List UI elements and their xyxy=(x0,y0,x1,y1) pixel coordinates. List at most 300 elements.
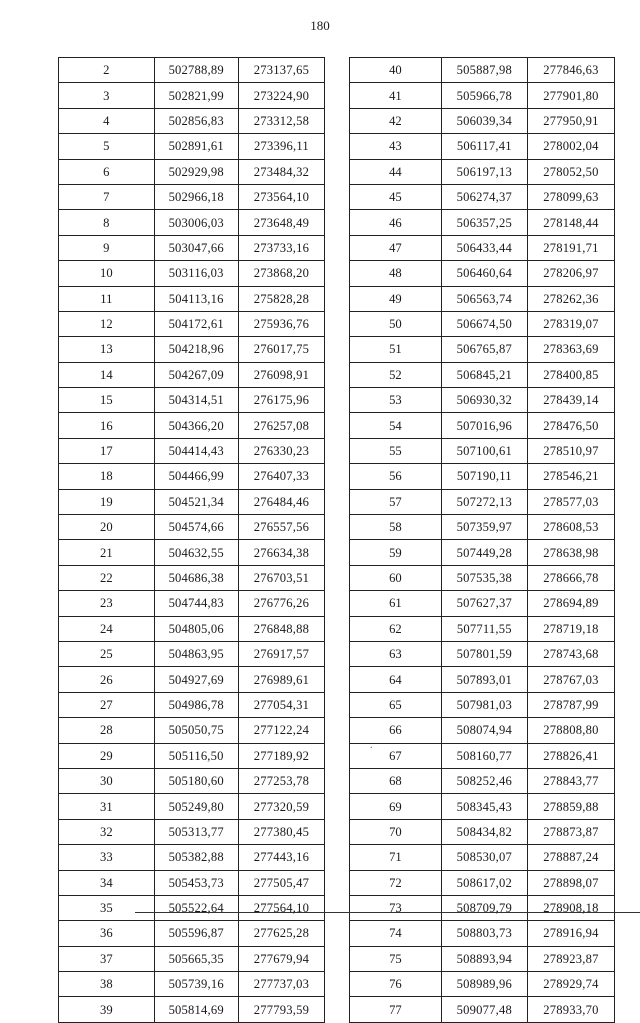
point-number-cell: 55 xyxy=(350,438,442,463)
point-number-cell: 20 xyxy=(59,515,155,540)
point-number-cell: 50 xyxy=(350,311,442,336)
x-coordinate-cell: 502788,89 xyxy=(154,58,238,83)
x-coordinate-cell: 502891,61 xyxy=(154,134,238,159)
table-row xyxy=(350,616,615,641)
x-coordinate-cell: 506433,44 xyxy=(441,235,527,260)
table-row xyxy=(59,438,325,463)
y-coordinate-cell: 278319,07 xyxy=(527,311,614,336)
point-number-cell: 4 xyxy=(59,108,155,133)
x-coordinate-cell: 502821,99 xyxy=(154,83,238,108)
point-number-cell: 69 xyxy=(350,794,442,819)
y-coordinate-cell: 277950,91 xyxy=(527,108,614,133)
table-row xyxy=(59,692,325,717)
table-row xyxy=(59,743,325,768)
table-row xyxy=(350,946,615,971)
point-number-cell: 31 xyxy=(59,794,155,819)
x-coordinate-cell: 508434,82 xyxy=(441,819,527,844)
table-row xyxy=(350,58,615,83)
x-coordinate-cell: 504267,09 xyxy=(154,362,238,387)
table-row xyxy=(59,921,325,946)
point-number-cell: 10 xyxy=(59,261,155,286)
table-row xyxy=(350,413,615,438)
table-row xyxy=(350,184,615,209)
table-row xyxy=(350,464,615,489)
y-coordinate-cell: 278206,97 xyxy=(527,261,614,286)
table-row xyxy=(59,895,325,920)
table-row xyxy=(59,870,325,895)
x-coordinate-cell: 505966,78 xyxy=(441,83,527,108)
table-row xyxy=(350,235,615,260)
x-coordinate-cell: 505313,77 xyxy=(154,819,238,844)
x-coordinate-cell: 507100,61 xyxy=(441,438,527,463)
y-coordinate-cell: 273137,65 xyxy=(238,58,324,83)
y-coordinate-cell: 278843,77 xyxy=(527,768,614,793)
point-number-cell: 70 xyxy=(350,819,442,844)
x-coordinate-cell: 505249,80 xyxy=(154,794,238,819)
point-number-cell: 13 xyxy=(59,337,155,362)
point-number-cell: 77 xyxy=(350,997,442,1022)
table-row xyxy=(350,794,615,819)
point-number-cell: 62 xyxy=(350,616,442,641)
table-row xyxy=(59,540,325,565)
x-coordinate-cell: 505382,88 xyxy=(154,845,238,870)
point-number-cell: 11 xyxy=(59,286,155,311)
y-coordinate-cell: 278808,80 xyxy=(527,718,614,743)
x-coordinate-cell: 504414,43 xyxy=(154,438,238,463)
x-coordinate-cell: 508709,79 xyxy=(441,895,527,920)
x-coordinate-cell: 507535,38 xyxy=(441,565,527,590)
point-number-cell: 22 xyxy=(59,565,155,590)
x-coordinate-cell: 504686,38 xyxy=(154,565,238,590)
x-coordinate-cell: 506930,32 xyxy=(441,388,527,413)
y-coordinate-cell: 275828,28 xyxy=(238,286,324,311)
footer-rule xyxy=(135,912,640,913)
table-row xyxy=(59,972,325,997)
x-coordinate-cell: 505739,16 xyxy=(154,972,238,997)
y-coordinate-cell: 277443,16 xyxy=(238,845,324,870)
x-coordinate-cell: 508345,43 xyxy=(441,794,527,819)
point-number-cell: 53 xyxy=(350,388,442,413)
x-coordinate-cell: 509077,48 xyxy=(441,997,527,1022)
point-number-cell: 60 xyxy=(350,565,442,590)
y-coordinate-cell: 276330,23 xyxy=(238,438,324,463)
table-row xyxy=(350,311,615,336)
x-coordinate-cell: 504744,83 xyxy=(154,591,238,616)
table-row xyxy=(350,718,615,743)
point-number-cell: 5 xyxy=(59,134,155,159)
x-coordinate-cell: 504466,99 xyxy=(154,464,238,489)
point-number-cell: 68 xyxy=(350,768,442,793)
table-row xyxy=(350,261,615,286)
x-coordinate-cell: 502856,83 xyxy=(154,108,238,133)
table-row xyxy=(350,921,615,946)
y-coordinate-cell: 273733,16 xyxy=(238,235,324,260)
y-coordinate-cell: 276989,61 xyxy=(238,667,324,692)
y-coordinate-cell: 273868,20 xyxy=(238,261,324,286)
y-coordinate-cell: 277054,31 xyxy=(238,692,324,717)
y-coordinate-cell: 278887,24 xyxy=(527,845,614,870)
x-coordinate-cell: 505596,87 xyxy=(154,921,238,946)
point-number-cell: 14 xyxy=(59,362,155,387)
point-number-cell: 30 xyxy=(59,768,155,793)
x-coordinate-cell: 504113,16 xyxy=(154,286,238,311)
point-number-cell: 71 xyxy=(350,845,442,870)
table-row xyxy=(350,210,615,235)
y-coordinate-cell: 273312,58 xyxy=(238,108,324,133)
point-number-cell: 23 xyxy=(59,591,155,616)
point-number-cell: 2 xyxy=(59,58,155,83)
point-number-cell: 40 xyxy=(350,58,442,83)
table-row xyxy=(59,83,325,108)
point-number-cell: 76 xyxy=(350,972,442,997)
point-number-cell: 54 xyxy=(350,413,442,438)
table-row xyxy=(350,591,615,616)
x-coordinate-cell: 508803,73 xyxy=(441,921,527,946)
x-coordinate-cell: 505116,50 xyxy=(154,743,238,768)
x-coordinate-cell: 506674,50 xyxy=(441,311,527,336)
table-row xyxy=(59,819,325,844)
x-coordinate-cell: 504218,96 xyxy=(154,337,238,362)
y-coordinate-cell: 276917,57 xyxy=(238,641,324,666)
point-number-cell: 56 xyxy=(350,464,442,489)
point-number-cell: 64 xyxy=(350,667,442,692)
coordinates-table-right-body xyxy=(350,58,615,1023)
table-row xyxy=(59,337,325,362)
point-number-cell: 3 xyxy=(59,83,155,108)
point-number-cell: 28 xyxy=(59,718,155,743)
y-coordinate-cell: 277505,47 xyxy=(238,870,324,895)
y-coordinate-cell: 278638,98 xyxy=(527,540,614,565)
table-row xyxy=(59,464,325,489)
y-coordinate-cell: 276557,56 xyxy=(238,515,324,540)
x-coordinate-cell: 506563,74 xyxy=(441,286,527,311)
table-row xyxy=(350,540,615,565)
y-coordinate-cell: 278002,04 xyxy=(527,134,614,159)
x-coordinate-cell: 506197,13 xyxy=(441,159,527,184)
table-row xyxy=(350,489,615,514)
y-coordinate-cell: 277564,10 xyxy=(238,895,324,920)
table-row xyxy=(59,794,325,819)
point-number-cell: 15 xyxy=(59,388,155,413)
table-row xyxy=(59,515,325,540)
point-number-cell: 57 xyxy=(350,489,442,514)
table-row xyxy=(350,108,615,133)
y-coordinate-cell: 278262,36 xyxy=(527,286,614,311)
x-coordinate-cell: 508074,94 xyxy=(441,718,527,743)
y-coordinate-cell: 278546,21 xyxy=(527,464,614,489)
y-coordinate-cell: 277901,80 xyxy=(527,83,614,108)
y-coordinate-cell: 278929,74 xyxy=(527,972,614,997)
x-coordinate-cell: 508893,94 xyxy=(441,946,527,971)
x-coordinate-cell: 507711,55 xyxy=(441,616,527,641)
y-coordinate-cell: 278859,88 xyxy=(527,794,614,819)
x-coordinate-cell: 502929,98 xyxy=(154,159,238,184)
point-number-cell: 21 xyxy=(59,540,155,565)
x-coordinate-cell: 504805,06 xyxy=(154,616,238,641)
point-number-cell: 51 xyxy=(350,337,442,362)
table-row xyxy=(350,845,615,870)
x-coordinate-cell: 504986,78 xyxy=(154,692,238,717)
x-coordinate-cell: 504172,61 xyxy=(154,311,238,336)
y-coordinate-cell: 278099,63 xyxy=(527,184,614,209)
x-coordinate-cell: 505814,69 xyxy=(154,997,238,1022)
table-row xyxy=(350,362,615,387)
x-coordinate-cell: 504632,55 xyxy=(154,540,238,565)
x-coordinate-cell: 505180,60 xyxy=(154,768,238,793)
x-coordinate-cell: 504574,66 xyxy=(154,515,238,540)
y-coordinate-cell: 278148,44 xyxy=(527,210,614,235)
x-coordinate-cell: 503006,03 xyxy=(154,210,238,235)
coordinates-table-left-body xyxy=(59,58,325,1023)
y-coordinate-cell: 277846,63 xyxy=(527,58,614,83)
x-coordinate-cell: 507359,97 xyxy=(441,515,527,540)
point-number-cell: 9 xyxy=(59,235,155,260)
table-row xyxy=(59,362,325,387)
table-row xyxy=(350,388,615,413)
x-coordinate-cell: 508252,46 xyxy=(441,768,527,793)
point-number-cell: 6 xyxy=(59,159,155,184)
y-coordinate-cell: 277737,03 xyxy=(238,972,324,997)
table-row xyxy=(350,159,615,184)
table-row xyxy=(350,438,615,463)
point-number-cell: 12 xyxy=(59,311,155,336)
table-row xyxy=(350,870,615,895)
y-coordinate-cell: 277793,59 xyxy=(238,997,324,1022)
point-number-cell: 42 xyxy=(350,108,442,133)
y-coordinate-cell: 276776,26 xyxy=(238,591,324,616)
table-row xyxy=(59,58,325,83)
x-coordinate-cell: 505522,64 xyxy=(154,895,238,920)
page-number: 180 xyxy=(310,18,330,33)
y-coordinate-cell: 278608,53 xyxy=(527,515,614,540)
y-coordinate-cell: 278908,18 xyxy=(527,895,614,920)
table-row xyxy=(59,134,325,159)
point-number-cell: 34 xyxy=(59,870,155,895)
point-number-cell: 29 xyxy=(59,743,155,768)
x-coordinate-cell: 504863,95 xyxy=(154,641,238,666)
table-row xyxy=(59,261,325,286)
x-coordinate-cell: 504366,20 xyxy=(154,413,238,438)
table-row xyxy=(59,210,325,235)
table-row xyxy=(350,768,615,793)
point-number-cell: 47 xyxy=(350,235,442,260)
y-coordinate-cell: 278363,69 xyxy=(527,337,614,362)
table-row xyxy=(59,311,325,336)
table-row xyxy=(350,641,615,666)
point-number-cell: 45 xyxy=(350,184,442,209)
x-coordinate-cell: 507190,11 xyxy=(441,464,527,489)
table-row xyxy=(59,108,325,133)
point-number-cell: 36 xyxy=(59,921,155,946)
table-row xyxy=(350,286,615,311)
point-number-cell: 43 xyxy=(350,134,442,159)
y-coordinate-cell: 278510,97 xyxy=(527,438,614,463)
y-coordinate-cell: 278743,68 xyxy=(527,641,614,666)
table-row xyxy=(59,184,325,209)
x-coordinate-cell: 502966,18 xyxy=(154,184,238,209)
point-number-cell: 25 xyxy=(59,641,155,666)
x-coordinate-cell: 508989,96 xyxy=(441,972,527,997)
y-coordinate-cell: 277253,78 xyxy=(238,768,324,793)
table-row xyxy=(350,565,615,590)
table-row xyxy=(59,565,325,590)
y-coordinate-cell: 273484,32 xyxy=(238,159,324,184)
y-coordinate-cell: 278052,50 xyxy=(527,159,614,184)
y-coordinate-cell: 278787,99 xyxy=(527,692,614,717)
point-number-cell: 65 xyxy=(350,692,442,717)
x-coordinate-cell: 505887,98 xyxy=(441,58,527,83)
point-number-cell: 19 xyxy=(59,489,155,514)
x-coordinate-cell: 504521,34 xyxy=(154,489,238,514)
y-coordinate-cell: 278898,07 xyxy=(527,870,614,895)
point-number-cell: 7 xyxy=(59,184,155,209)
x-coordinate-cell: 506460,64 xyxy=(441,261,527,286)
point-number-cell: 74 xyxy=(350,921,442,946)
point-number-cell: 49 xyxy=(350,286,442,311)
y-coordinate-cell: 276703,51 xyxy=(238,565,324,590)
y-coordinate-cell: 277679,94 xyxy=(238,946,324,971)
point-number-cell: 48 xyxy=(350,261,442,286)
x-coordinate-cell: 508160,77 xyxy=(441,743,527,768)
y-coordinate-cell: 278873,87 xyxy=(527,819,614,844)
y-coordinate-cell: 277189,92 xyxy=(238,743,324,768)
point-number-cell: 26 xyxy=(59,667,155,692)
point-number-cell: 24 xyxy=(59,616,155,641)
table-row xyxy=(59,591,325,616)
x-coordinate-cell: 505453,73 xyxy=(154,870,238,895)
x-coordinate-cell: 507893,01 xyxy=(441,667,527,692)
y-coordinate-cell: 278767,03 xyxy=(527,667,614,692)
table-row xyxy=(59,641,325,666)
point-number-cell: 59 xyxy=(350,540,442,565)
y-coordinate-cell: 276848,88 xyxy=(238,616,324,641)
table-row xyxy=(350,83,615,108)
y-coordinate-cell: 278933,70 xyxy=(527,997,614,1022)
y-coordinate-cell: 275936,76 xyxy=(238,311,324,336)
point-number-cell: 58 xyxy=(350,515,442,540)
y-coordinate-cell: 278577,03 xyxy=(527,489,614,514)
point-number-cell: 8 xyxy=(59,210,155,235)
table-row xyxy=(59,997,325,1022)
table-row xyxy=(59,616,325,641)
table-row xyxy=(350,972,615,997)
y-coordinate-cell: 278666,78 xyxy=(527,565,614,590)
x-coordinate-cell: 503116,03 xyxy=(154,261,238,286)
y-coordinate-cell: 276484,46 xyxy=(238,489,324,514)
x-coordinate-cell: 505665,35 xyxy=(154,946,238,971)
table-row xyxy=(59,159,325,184)
x-coordinate-cell: 507016,96 xyxy=(441,413,527,438)
x-coordinate-cell: 507801,59 xyxy=(441,641,527,666)
point-number-cell: 33 xyxy=(59,845,155,870)
point-number-cell: 39 xyxy=(59,997,155,1022)
table-row xyxy=(59,845,325,870)
table-row xyxy=(59,235,325,260)
x-coordinate-cell: 507627,37 xyxy=(441,591,527,616)
x-coordinate-cell: 508617,02 xyxy=(441,870,527,895)
table-row xyxy=(350,819,615,844)
point-number-cell: 35 xyxy=(59,895,155,920)
point-number-cell: 41 xyxy=(350,83,442,108)
y-coordinate-cell: 276634,38 xyxy=(238,540,324,565)
coordinates-table-right xyxy=(349,57,615,1023)
y-coordinate-cell: 276407,33 xyxy=(238,464,324,489)
y-coordinate-cell: 278400,85 xyxy=(527,362,614,387)
x-coordinate-cell: 506117,41 xyxy=(441,134,527,159)
table-row xyxy=(59,946,325,971)
y-coordinate-cell: 273648,49 xyxy=(238,210,324,235)
table-row xyxy=(59,286,325,311)
x-coordinate-cell: 503047,66 xyxy=(154,235,238,260)
point-number-cell: 72 xyxy=(350,870,442,895)
x-coordinate-cell: 504927,69 xyxy=(154,667,238,692)
table-row xyxy=(59,718,325,743)
stray-dot-mark: . xyxy=(370,740,373,751)
y-coordinate-cell: 273396,11 xyxy=(238,134,324,159)
table-row xyxy=(350,337,615,362)
y-coordinate-cell: 277320,59 xyxy=(238,794,324,819)
point-number-cell: 16 xyxy=(59,413,155,438)
point-number-cell: 66 xyxy=(350,718,442,743)
y-coordinate-cell: 277625,28 xyxy=(238,921,324,946)
table-row xyxy=(350,743,615,768)
y-coordinate-cell: 278476,50 xyxy=(527,413,614,438)
y-coordinate-cell: 278439,14 xyxy=(527,388,614,413)
y-coordinate-cell: 278826,41 xyxy=(527,743,614,768)
x-coordinate-cell: 508530,07 xyxy=(441,845,527,870)
y-coordinate-cell: 273224,90 xyxy=(238,83,324,108)
y-coordinate-cell: 278191,71 xyxy=(527,235,614,260)
coordinates-table-left xyxy=(58,57,325,1023)
point-number-cell: 44 xyxy=(350,159,442,184)
x-coordinate-cell: 505050,75 xyxy=(154,718,238,743)
table-row xyxy=(59,489,325,514)
y-coordinate-cell: 278916,94 xyxy=(527,921,614,946)
point-number-cell: 52 xyxy=(350,362,442,387)
y-coordinate-cell: 277380,45 xyxy=(238,819,324,844)
point-number-cell: 73 xyxy=(350,895,442,920)
point-number-cell: 46 xyxy=(350,210,442,235)
point-number-cell: 32 xyxy=(59,819,155,844)
y-coordinate-cell: 278923,87 xyxy=(527,946,614,971)
y-coordinate-cell: 276017,75 xyxy=(238,337,324,362)
table-row xyxy=(350,515,615,540)
point-number-cell: 38 xyxy=(59,972,155,997)
x-coordinate-cell: 506765,87 xyxy=(441,337,527,362)
table-row xyxy=(350,895,615,920)
x-coordinate-cell: 506845,21 xyxy=(441,362,527,387)
x-coordinate-cell: 506039,34 xyxy=(441,108,527,133)
x-coordinate-cell: 507981,03 xyxy=(441,692,527,717)
x-coordinate-cell: 506357,25 xyxy=(441,210,527,235)
point-number-cell: 37 xyxy=(59,946,155,971)
y-coordinate-cell: 276175,96 xyxy=(238,388,324,413)
point-number-cell: 27 xyxy=(59,692,155,717)
x-coordinate-cell: 507449,28 xyxy=(441,540,527,565)
y-coordinate-cell: 276098,91 xyxy=(238,362,324,387)
x-coordinate-cell: 506274,37 xyxy=(441,184,527,209)
table-row xyxy=(59,413,325,438)
point-number-cell: 17 xyxy=(59,438,155,463)
y-coordinate-cell: 278694,89 xyxy=(527,591,614,616)
y-coordinate-cell: 278719,18 xyxy=(527,616,614,641)
point-number-cell: 67 xyxy=(350,743,442,768)
point-number-cell: 18 xyxy=(59,464,155,489)
x-coordinate-cell: 504314,51 xyxy=(154,388,238,413)
x-coordinate-cell: 507272,13 xyxy=(441,489,527,514)
table-row xyxy=(350,667,615,692)
table-row xyxy=(59,388,325,413)
